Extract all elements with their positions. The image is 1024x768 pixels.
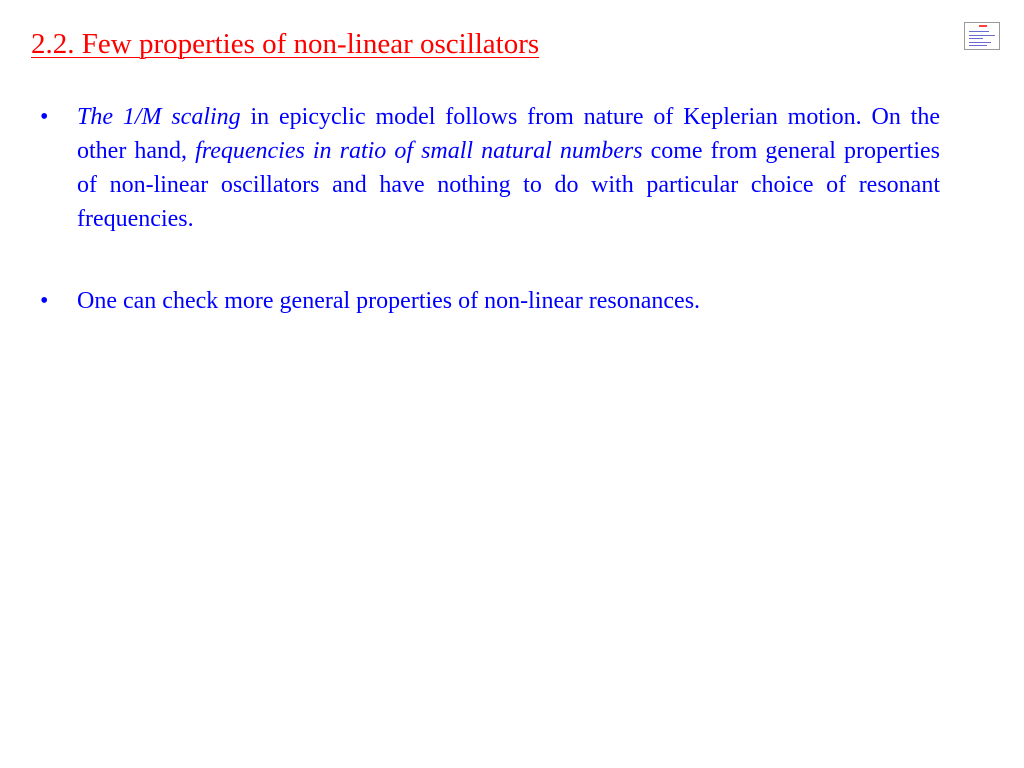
bullet-marker: • — [40, 104, 49, 130]
bullet-1-text-a: in epicyclic model follows from nature of Keplerian motion. On the other hand, — [77, 104, 940, 164]
bullet-marker: • — [40, 288, 49, 314]
bullet-1-text-b: come from general properties of non-linear oscillators and have nothing to do with particular choice of resonant frequencies. — [77, 138, 940, 232]
slide-title: 2.2. Few properties of non-linear oscillators — [31, 28, 540, 60]
bullet-2-text: One can check more general properties of non-linear resonances. — [77, 288, 701, 314]
slide-thumbnail-icon — [964, 22, 1000, 50]
bullet-item-2 — [32, 284, 940, 318]
bullet-item-1 — [32, 100, 940, 236]
bullet-1-term: The 1/M scaling — [77, 104, 241, 130]
bullet-list — [32, 100, 940, 318]
bullet-1-emphasis: frequencies in ratio of small natural numbers — [195, 138, 643, 164]
